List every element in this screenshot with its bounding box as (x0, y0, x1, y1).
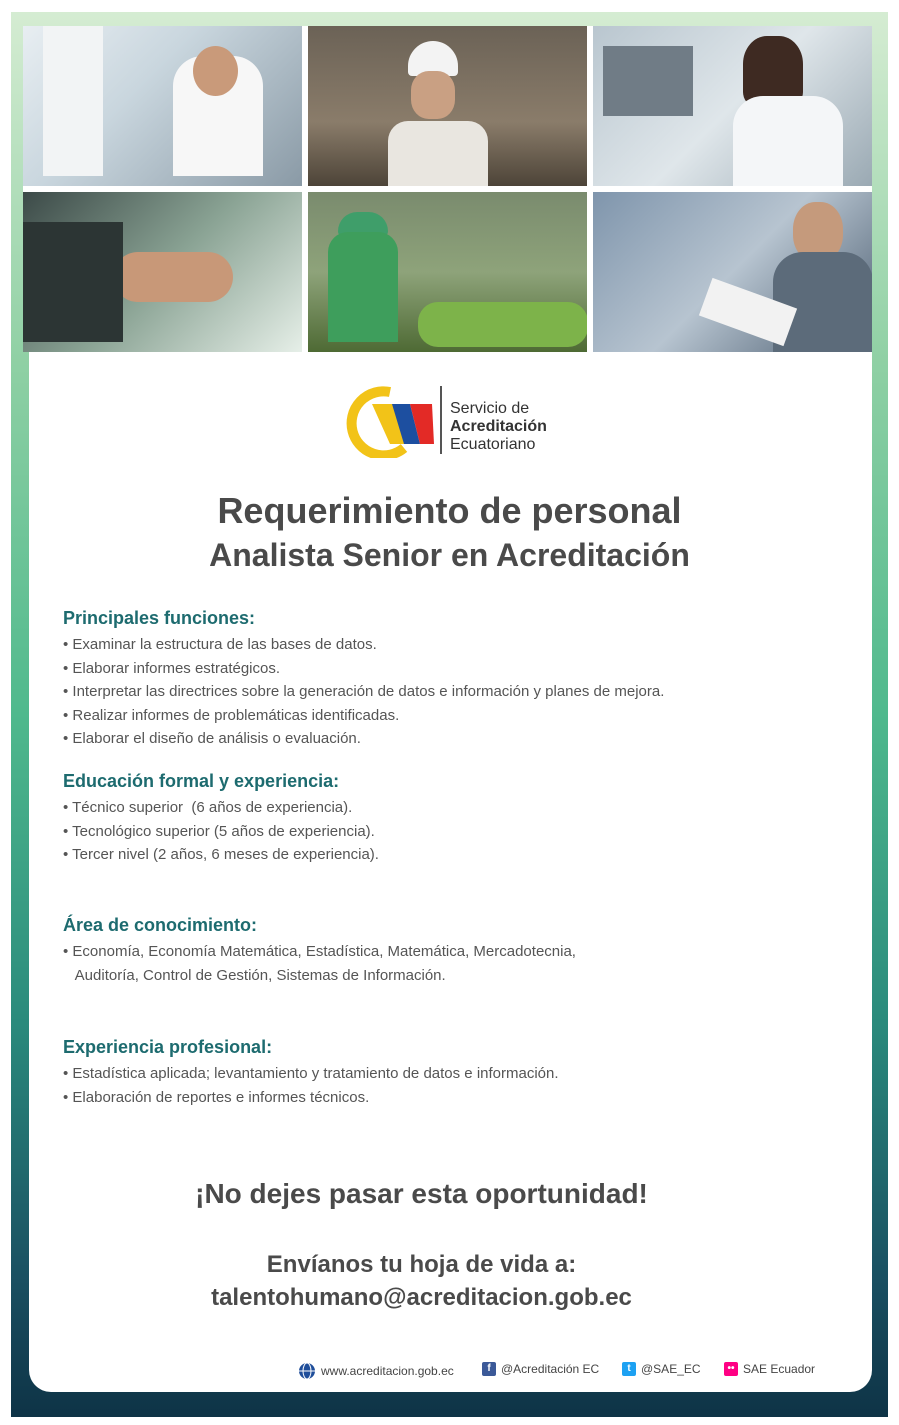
globe-icon (298, 1362, 316, 1380)
list-item: Auditoría, Control de Gestión, Sistemas de Información. (63, 966, 446, 984)
sae-logo-icon (346, 382, 438, 458)
logo-text (450, 400, 547, 454)
twitter-link[interactable]: @SAE_EC (641, 1362, 701, 1376)
photo-collage (23, 26, 872, 352)
section-heading: Educación formal y experiencia: (63, 771, 340, 791)
section-education (63, 771, 843, 867)
facebook-link[interactable]: @Acreditación EC (501, 1362, 600, 1376)
list-item: • Interpretar las directrices sobre la generación de datos e información y planes de mejora. (63, 683, 665, 700)
section-functions (63, 608, 843, 751)
page-title: Requerimiento de personal (217, 490, 682, 531)
logo-line-2: Acreditación (450, 418, 547, 435)
list-item: • Realizar informes de problemáticas identificadas. (63, 706, 400, 724)
section-knowledge-area (63, 915, 843, 987)
send-cv-text: Envíanos tu hoja de vida a: (266, 1251, 577, 1278)
list-item: • Tecnológico superior (5 años de experiencia). (63, 822, 375, 840)
list-item: • Técnico superior (6 años de experiencia). (63, 799, 353, 816)
sae-logo (346, 382, 566, 460)
logo-line-1: Servicio de (450, 400, 530, 417)
photo-banana-workers (308, 192, 587, 352)
twitter-icon: t (622, 1362, 636, 1376)
section-heading: Área de conocimiento: (63, 915, 258, 935)
photo-handshake (23, 192, 302, 352)
photo-warehouse-inspector (308, 26, 587, 186)
photo-lab-technician (23, 26, 302, 186)
footer-facebook[interactable] (482, 1362, 599, 1376)
list-item: • Elaborar informes estratégicos. (63, 659, 281, 677)
photo-warehouse-reviewer (593, 192, 872, 352)
page-subtitle: Analista Senior en Acreditación (209, 537, 690, 573)
slogan: ¡No dejes pasar esta oportunidad! (195, 1178, 648, 1209)
list-item: • Elaboración de reportes e informes técnicos. (63, 1088, 370, 1106)
section-heading: Principales funciones: (63, 608, 256, 628)
website-link[interactable]: www.acreditacion.gob.ec (321, 1364, 454, 1378)
list-item: • Economía, Economía Matemática, Estadística, Matemática, Mercadotecnia, (63, 943, 576, 960)
footer-flickr[interactable] (724, 1362, 815, 1376)
logo-line-3: Ecuatoriano (450, 436, 536, 453)
list-item: • Tercer nivel (2 años, 6 meses de experiencia). (63, 846, 379, 863)
section-professional-experience (63, 1037, 843, 1109)
footer-twitter[interactable] (622, 1362, 701, 1376)
section-heading: Experiencia profesional: (63, 1037, 273, 1057)
logo-divider (440, 386, 442, 454)
list-item: • Estadística aplicada; levantamiento y tratamiento de datos e información. (63, 1065, 559, 1082)
list-item: • Elaborar el diseño de análisis o evaluación. (63, 730, 361, 747)
flickr-icon: •• (724, 1362, 738, 1376)
footer-website[interactable] (298, 1362, 454, 1380)
contact-email[interactable]: talentohumano@acreditacion.gob.ec (211, 1284, 632, 1311)
photo-lab-scientist (593, 26, 872, 186)
facebook-icon: f (482, 1362, 496, 1376)
flickr-link[interactable]: SAE Ecuador (743, 1362, 816, 1376)
list-item: • Examinar la estructura de las bases de datos. (63, 636, 377, 653)
